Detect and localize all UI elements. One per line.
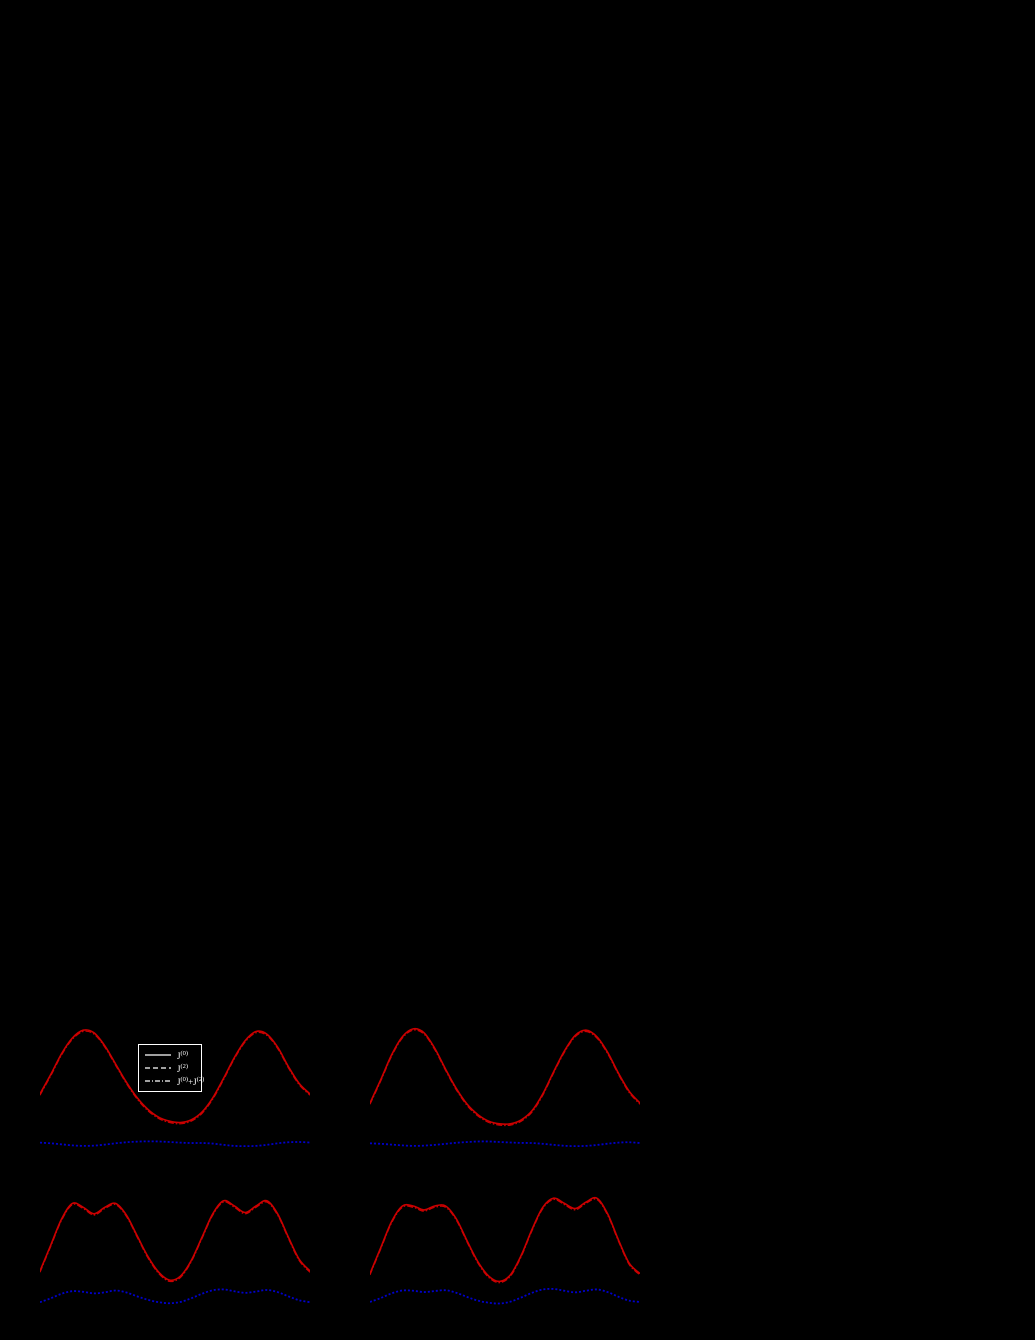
legend-sample-solid-icon — [144, 1050, 172, 1060]
series-j2-lower — [40, 1289, 310, 1303]
series-group-upper — [40, 1201, 310, 1282]
series-group-lower — [40, 1289, 310, 1303]
legend-entry-1 — [144, 1062, 195, 1074]
series-j0-upper — [40, 1201, 310, 1281]
legend-label-2: $J^{(0)}+J^{(2)}$ — [177, 1076, 205, 1087]
series-j0-upper — [370, 1029, 640, 1124]
legend — [138, 1044, 205, 1092]
series-j2-lower — [370, 1141, 640, 1146]
series-group-upper — [370, 1198, 640, 1283]
legend-label-0: $J^{(0)}$ — [177, 1050, 189, 1061]
legend-entry-2 — [144, 1075, 205, 1087]
series-j0-j2-upper — [40, 1202, 310, 1282]
panel-top-right-svg — [370, 1025, 640, 1155]
chart-panel-top-right — [370, 1025, 640, 1155]
series-j0-upper — [370, 1198, 640, 1282]
series-group-upper — [370, 1029, 640, 1126]
series-j0-j2-upper — [370, 1030, 640, 1125]
series-group-lower — [370, 1289, 640, 1304]
legend-label-1: $J^{(2)}$ — [177, 1063, 189, 1074]
legend-sample-dashed-icon — [144, 1063, 172, 1073]
chart-panel-bottom-right — [370, 1180, 640, 1310]
series-j2-lower — [40, 1141, 310, 1146]
series-group-lower — [40, 1141, 310, 1146]
panel-bottom-right-svg — [370, 1180, 640, 1310]
chart-panel-bottom-left — [40, 1180, 310, 1310]
series-group-lower — [370, 1141, 640, 1146]
legend-entry-0 — [144, 1049, 195, 1061]
legend-sample-dashdot-icon — [144, 1076, 172, 1086]
panel-bottom-left-svg — [40, 1180, 310, 1310]
series-j0-j2-upper — [370, 1199, 640, 1283]
series-j2-lower — [370, 1289, 640, 1304]
